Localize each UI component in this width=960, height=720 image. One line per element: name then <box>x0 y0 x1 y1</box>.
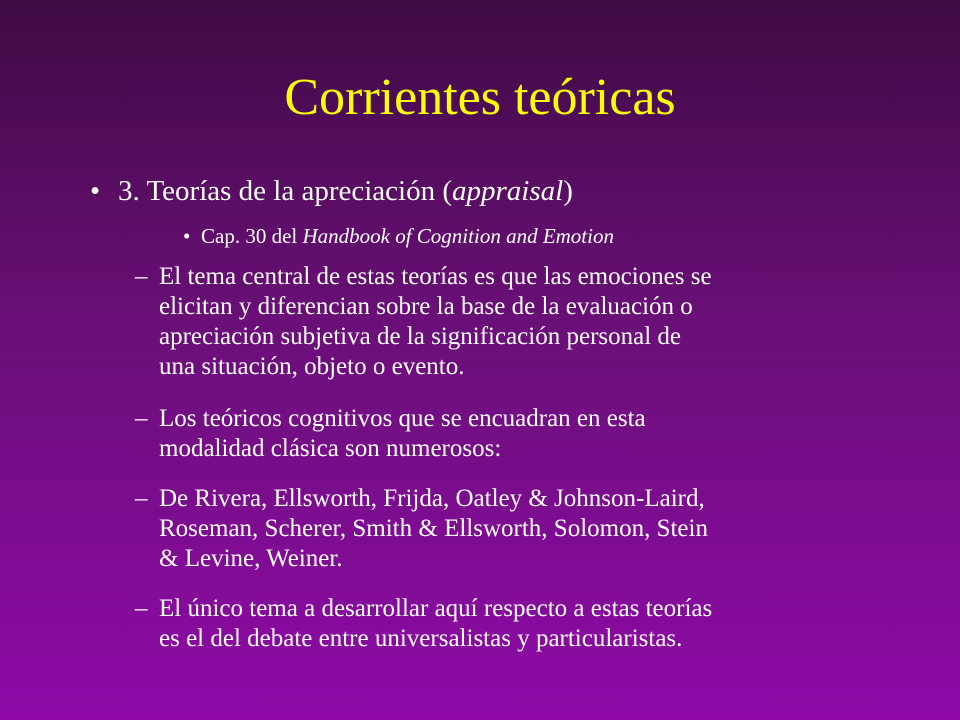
text-line: apreciación subjetiva de la significación personal de <box>159 323 682 350</box>
text-line: una situación, objeto o evento. <box>159 353 465 380</box>
text-line: es el del debate entre universalistas y particularistas. <box>159 625 683 652</box>
dash-item-text <box>159 262 879 382</box>
text-line: & Levine, Weiner. <box>159 545 343 572</box>
dash-marker: – <box>135 485 148 512</box>
text-line: modalidad clásica son numerosos: <box>159 435 502 462</box>
bullet-level1-prefix: 3. Teorías de la apreciación ( <box>118 175 452 207</box>
bullet-level2-italic: Handbook of Cognition and Emotion <box>302 224 614 248</box>
text-line: elicitan y diferencian sobre la base de la evaluación o <box>159 293 693 320</box>
bullet-level1-text <box>118 172 573 210</box>
text-line: El tema central de estas teorías es que las emociones se <box>159 263 712 290</box>
dash-item-text <box>159 484 879 574</box>
dash-item-text <box>159 594 879 654</box>
bullet-marker: • <box>183 224 191 248</box>
bullet-level2-text <box>201 222 614 250</box>
bullet-level1-suffix: ) <box>563 175 573 207</box>
bullet-marker: • <box>90 175 101 207</box>
dash-marker: – <box>135 405 148 432</box>
bullet-level1-italic: appraisal <box>452 175 564 207</box>
text-line: Roseman, Scherer, Smith & Ellsworth, Solomon, Stein <box>159 515 708 542</box>
dash-marker: – <box>135 263 148 290</box>
dash-marker: – <box>135 595 148 622</box>
text-line: De Rivera, Ellsworth, Frijda, Oatley & Johnson-Laird, <box>159 485 705 512</box>
bullet-level2-prefix: Cap. 30 del <box>201 224 303 248</box>
dash-item-text <box>159 404 879 464</box>
text-line: El único tema a desarrollar aquí respecto a estas teorías <box>159 595 713 622</box>
slide-title: Corrientes teóricas <box>284 69 676 126</box>
text-line: Los teóricos cognitivos que se encuadran en esta <box>159 405 646 432</box>
